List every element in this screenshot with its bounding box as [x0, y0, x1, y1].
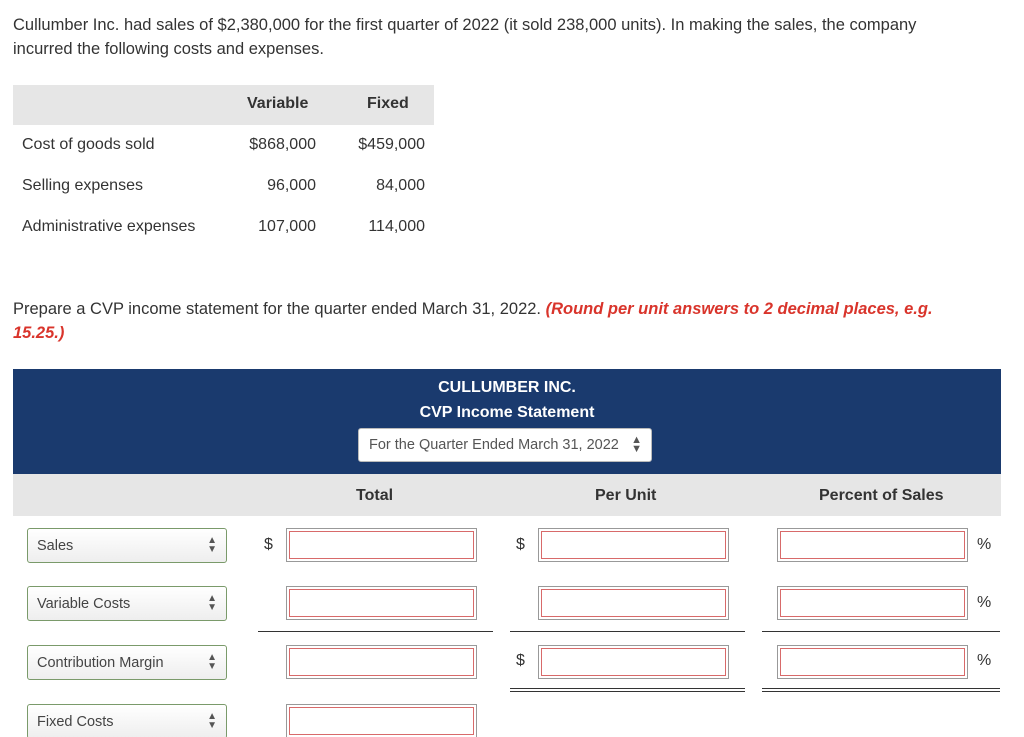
row-label-select-variable-costs[interactable] [27, 586, 227, 621]
period-select[interactable] [358, 428, 652, 462]
row-label: Fixed Costs [37, 714, 114, 730]
fixed-value: 84,000 [376, 177, 425, 194]
double-underline [510, 688, 745, 692]
row-label: Sales [37, 538, 74, 554]
column-header-per-unit: Per Unit [595, 487, 657, 504]
statement-title: CVP Income Statement [419, 404, 595, 421]
up-down-arrows-icon: ▲ ▼ [631, 434, 642, 455]
statement-header [13, 369, 1001, 474]
up-down-arrows-icon: ▲ ▼ [207, 711, 217, 731]
row-label: Contribution Margin [37, 655, 164, 671]
subtotal-rule [510, 631, 745, 632]
company-name: CULLUMBER INC. [438, 379, 576, 396]
column-headers [13, 474, 1001, 516]
cost-table [13, 85, 434, 248]
column-header-percent: Percent of Sales [819, 487, 944, 504]
sales-percent-input[interactable] [777, 528, 968, 562]
subtotal-rule [258, 631, 493, 632]
rounding-hint: (Round per unit answers to 2 decimal places, e.g. 15.25.) [13, 300, 933, 342]
sales-total-input[interactable] [286, 528, 477, 562]
variable-value: 96,000 [267, 177, 316, 194]
variable-value: $868,000 [249, 136, 316, 153]
problem-intro: Cullumber Inc. had sales of $2,380,000 for the first quarter of 2022 (it sold 238,000 units). In making the sales, the company incurred the following costs and expenses. [13, 16, 917, 58]
instructions-text: Prepare a CVP income statement for the quarter ended March 31, 2022. [13, 300, 541, 318]
up-down-arrows-icon: ▲ ▼ [207, 593, 217, 613]
fixed-costs-total-input[interactable] [286, 704, 477, 737]
currency-symbol: $ [264, 536, 273, 553]
fixed-value: $459,000 [358, 136, 425, 153]
cost-label: Selling expenses [22, 177, 143, 194]
contribution-margin-per-unit-input[interactable] [538, 645, 729, 679]
percent-symbol: % [977, 594, 992, 611]
period-select-value: For the Quarter Ended March 31, 2022 [369, 437, 619, 453]
percent-symbol: % [977, 536, 992, 553]
currency-symbol: $ [516, 536, 525, 553]
sales-per-unit-input[interactable] [538, 528, 729, 562]
cost-row-cogs [13, 125, 434, 166]
cost-row-selling [13, 166, 434, 207]
row-label-select-sales[interactable] [27, 528, 227, 563]
variable-costs-percent-input[interactable] [777, 586, 968, 620]
fixed-value: 114,000 [368, 218, 425, 235]
currency-symbol: $ [516, 652, 525, 669]
variable-costs-total-input[interactable] [286, 586, 477, 620]
double-underline [762, 688, 1000, 692]
cost-label: Cost of goods sold [22, 136, 155, 153]
row-label-select-contribution-margin[interactable] [27, 645, 227, 680]
contribution-margin-percent-input[interactable] [777, 645, 968, 679]
cost-row-admin [13, 207, 434, 248]
cost-table-header [13, 85, 434, 125]
column-header-total: Total [356, 487, 394, 504]
instructions [13, 297, 973, 345]
percent-symbol: % [977, 652, 992, 669]
fixed-header: Fixed [367, 95, 409, 112]
row-label: Variable Costs [37, 596, 131, 612]
contribution-margin-total-input[interactable] [286, 645, 477, 679]
variable-costs-per-unit-input[interactable] [538, 586, 729, 620]
variable-header: Variable [247, 95, 309, 112]
subtotal-rule [762, 631, 1000, 632]
up-down-arrows-icon: ▲ ▼ [207, 652, 217, 672]
up-down-arrows-icon: ▲ ▼ [207, 535, 217, 555]
variable-value: 107,000 [258, 218, 316, 235]
cost-label: Administrative expenses [22, 218, 196, 235]
row-label-select-fixed-costs[interactable] [27, 704, 227, 737]
